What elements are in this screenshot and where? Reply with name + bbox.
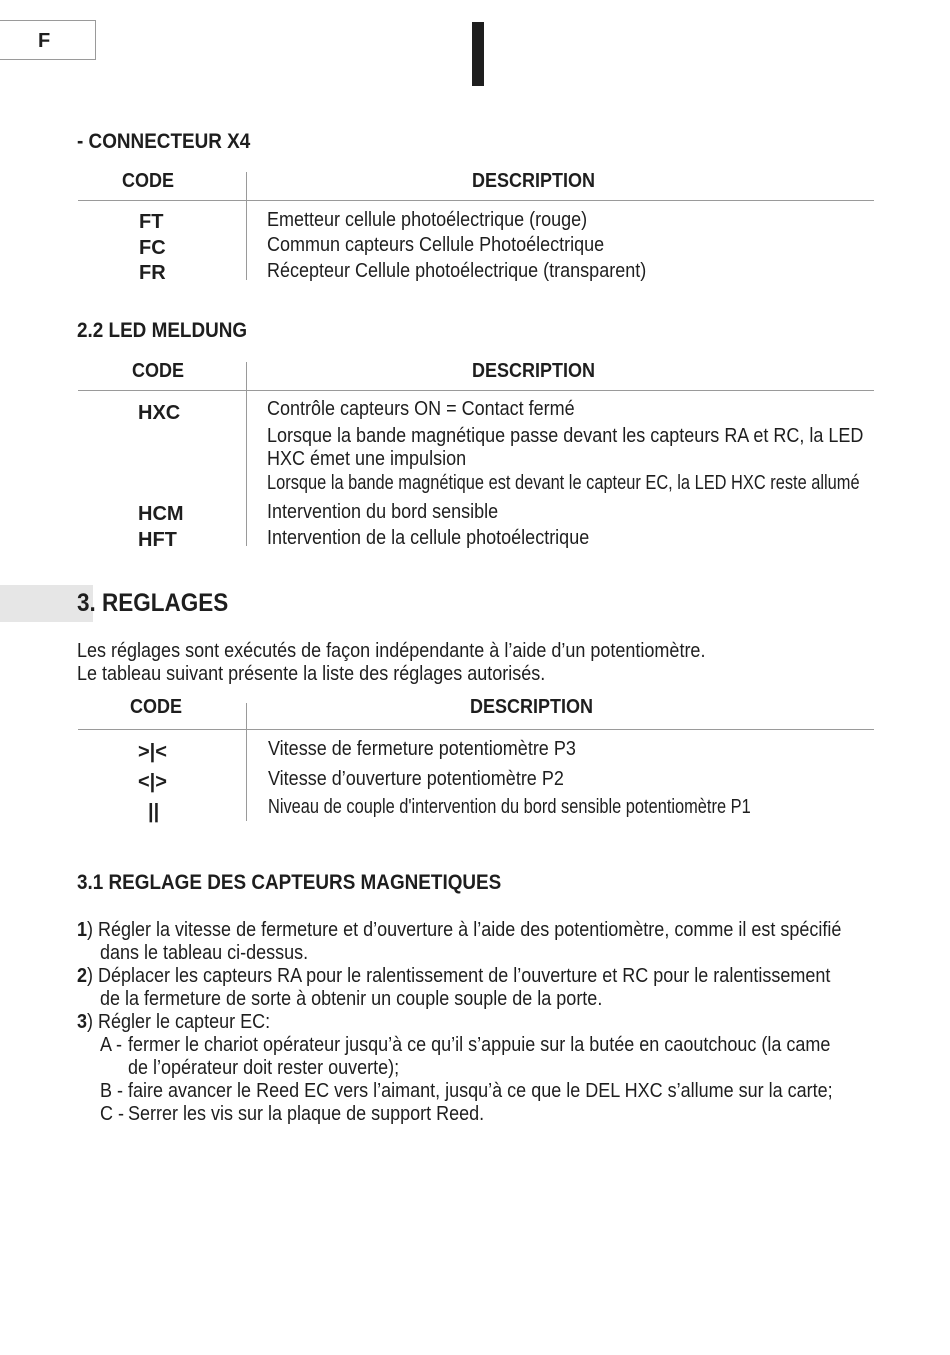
column-header-code: CODE	[129, 696, 183, 718]
table-connecteur-x4	[78, 170, 874, 290]
table-row-code: FT	[139, 211, 164, 233]
column-divider	[246, 172, 247, 280]
column-header-description: DESCRIPTION	[469, 696, 594, 718]
table-row-description: Lorsque la bande magnétique est devant le capteur EC, la LED HXC reste allumé	[267, 472, 860, 494]
step-number: 2	[77, 965, 88, 987]
language-tab: F	[0, 20, 96, 60]
column-header-description: DESCRIPTION	[471, 360, 596, 382]
intro-text: Les réglages sont exécutés de façon indépendante à l’aide d’un potentiomètre.	[77, 640, 706, 662]
table-row-description: Vitesse de fermeture potentiomètre P3	[268, 738, 576, 760]
step-text: ) Régler la vitesse de fermeture et d’ouverture à l’aide des potentiomètre, comme il est spécifié	[87, 919, 842, 941]
table-row-code: FR	[139, 262, 166, 284]
sub-step-text: Serrer les vis sur la plaque de support Reed.	[128, 1103, 485, 1125]
table-row-description: Intervention du bord sensible	[267, 501, 499, 523]
section-title-capteurs-magnetiques: 3.1 REGLAGE DES CAPTEURS MAGNETIQUES	[77, 871, 502, 894]
table-row-code: HXC	[138, 402, 181, 424]
list-item	[77, 965, 830, 988]
list-item	[77, 919, 841, 942]
sub-step-text: faire avancer le Reed EC vers l’aimant, jusqu’à ce que le DEL HXC s’allume sur la carte;	[128, 1080, 833, 1102]
list-item	[77, 1011, 270, 1034]
step-text: ) Déplacer les capteurs RA pour le ralentissement de l’ouverture et RC pour le ralentissement	[87, 965, 831, 987]
table-row-description: HXC émet une impulsion	[267, 448, 467, 470]
table-row-description: Contrôle capteurs ON = Contact fermé	[267, 398, 575, 420]
table-row-description: Récepteur Cellule photoélectrique (transparent)	[267, 260, 647, 282]
column-header-description: DESCRIPTION	[471, 170, 596, 192]
list-item-continuation: de la fermeture de sorte à obtenir un couple souple de la porte.	[100, 988, 603, 1010]
table-reglages	[78, 696, 874, 826]
sub-step-text: fermer le chariot opérateur jusqu’à ce qu’il s’appuie sur la butée en caoutchouc (la came	[128, 1034, 831, 1056]
table-row-description: Emetteur cellule photoélectrique (rouge)	[267, 209, 588, 231]
header-divider	[78, 200, 874, 201]
section-title-reglages: 3. REGLAGES	[77, 589, 229, 617]
table-row-description: Commun capteurs Cellule Photoélectrique	[267, 234, 605, 256]
list-item-continuation: dans le tableau ci-dessus.	[100, 942, 309, 964]
table-row-code: <|>	[138, 771, 167, 793]
step-number: 3	[77, 1011, 88, 1033]
sub-step-letter: B -	[100, 1080, 124, 1102]
sub-step-text: de l’opérateur doit rester ouverte);	[128, 1057, 400, 1079]
table-row-code: HCM	[138, 503, 184, 525]
section-title-led-meldung: 2.2 LED MELDUNG	[77, 319, 248, 342]
table-row-code: HFT	[138, 529, 177, 551]
column-header-code: CODE	[131, 360, 185, 382]
table-row-description: Intervention de la cellule photoélectrique	[267, 527, 590, 549]
section-title-connecteur-x4: - CONNECTEUR X4	[77, 130, 251, 153]
table-row-description: Lorsque la bande magnétique passe devant les capteurs RA et RC, la LED	[267, 425, 864, 447]
section-marker-bar	[472, 22, 484, 86]
step-text: ) Régler le capteur EC:	[87, 1011, 271, 1033]
step-number: 1	[77, 919, 88, 941]
table-row-code: FC	[139, 237, 166, 259]
column-header-code: CODE	[121, 170, 175, 192]
intro-text: Le tableau suivant présente la liste des réglages autorisés.	[77, 663, 546, 685]
table-row-code: >|<	[138, 741, 167, 763]
table-row-description: Niveau de couple d'intervention du bord sensible potentiomètre P1	[268, 796, 751, 818]
column-divider	[246, 703, 247, 821]
table-led-meldung	[78, 360, 874, 555]
table-row-description: Vitesse d’ouverture potentiomètre P2	[268, 768, 564, 790]
sub-step-letter: C -	[100, 1103, 125, 1125]
header-divider	[78, 729, 874, 730]
header-divider	[78, 390, 874, 391]
sub-step-letter: A -	[100, 1034, 123, 1056]
table-row-code: ||	[148, 801, 160, 823]
